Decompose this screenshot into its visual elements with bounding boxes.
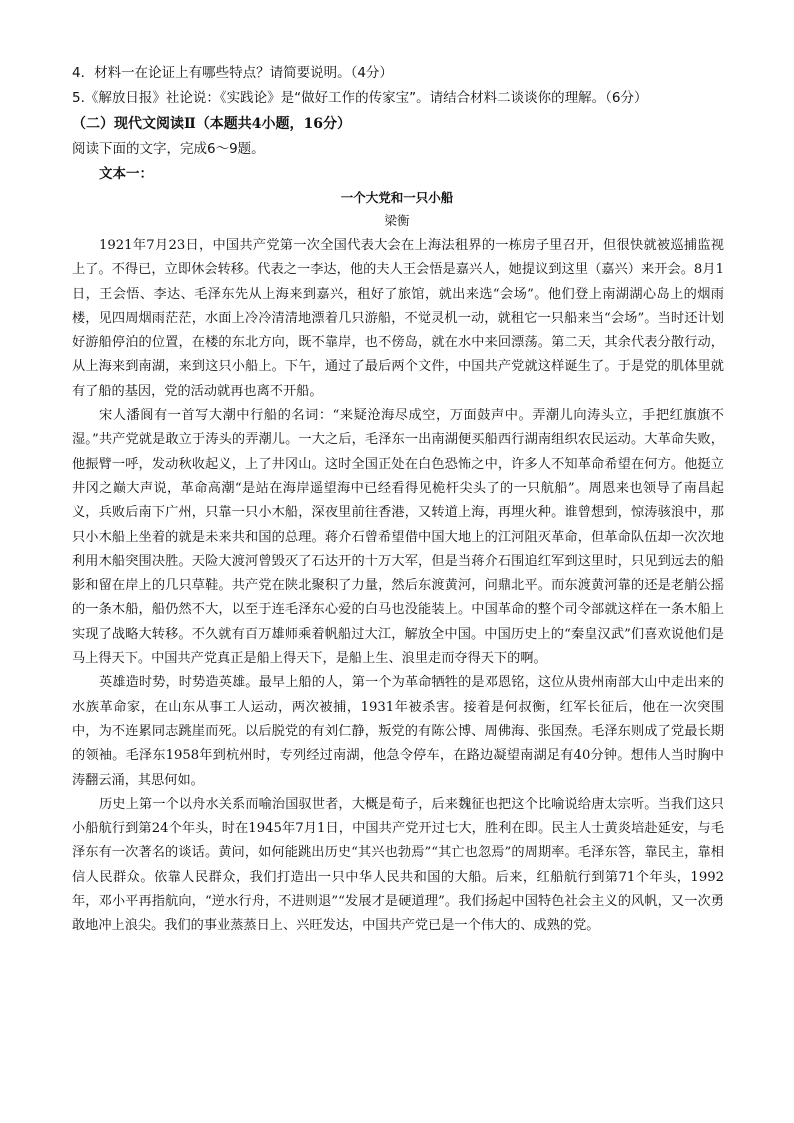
question-5: 5.《解放日报》社论说：《实践论》是“做好工作的传家宝”。请结合材料二谈谈你的理解。（6分） [72,90,648,106]
article-paragraph: 宋人潘阆有一首写大潮中行船的名词：“来疑沧海尽成空，万面鼓声中。弄潮儿向涛头立，手把红旗旗不湿。”共产党就是敢立于涛头的弄潮儿。一大之后，毛泽东一出南湖便买船西行湖南组织农民运动。大革命失败，他振臂一呼，发动秋收起义，上了井冈山。这时全国正处在白色恐怖之中，许多人不知革命希望在何方。他挺立井冈之巅大声说，革命高潮“是站在海岸遥望海中已经看得见桅杆尖头了的一只航船”。周恩来也领导了南昌起义，兵败后南下广州，只靠一只小木船，深夜里前往香港，又转道上海，再埋火种。谁曾想到，惊涛骇浪中，那只小木船上坐着的就是未来共和国的总理。蒋介石曾希望借中国大地上的江河阻灭革命，但革命队伍却一次次地利用木船突围决胜。天险大渡河曾毁灭了石达开的十万大军，但是当蒋介石围追红军到这里时，只见到远去的船影和留在岸上的几只草鞋。共产党在陕北聚积了力量，然后东渡黄河，问鼎北平。而东渡黄河靠的还是老艄公摇的一条木船，船仍然不大，以至于连毛泽东心爱的白马也没能装上。中国革命的整个司令部就这样在一条木船上实现了战略大转移。不久就有百万雄师乘着帆船过大江，解放全中国。中国历史上的“秦皇汉武”们喜欢说他们是马上得天下。中国共产党真正是船上得天下，是船上生、浪里走而夺得天下的啊。 [72,408,724,667]
text-label: 文本一： [99,166,153,182]
article-author: 梁衡 [384,213,410,228]
section-heading: （二）现代文阅读Ⅱ（本题共4小题，16分） [72,116,352,132]
question-4: 4．材料一在论证上有哪些特点？请简要说明。（4分） [72,65,393,81]
article-paragraph: 历史上第一个以舟水关系而喻治国驭世者，大概是荀子，后来魏征也把这个比喻说给唐太宗听。当我们这只小船航行到第24个年头，时在1945年7月1日，中国共产党开过七大，胜利在即。民主人士黄炎培赴延安，与毛泽东有一次著名的谈话。黄问，如何能跳出历史“其兴也勃焉”“其亡也忽焉”的周期率。毛泽东答，靠民主，靠相信人民群众。依靠人民群众，我们打造出一只中华人民共和国的大船。后来，红船航行到第71个年头，1992年，邓小平再指航向，“逆水行舟，不进则退”“发展才是硬道理”。我们扬起中国特色社会主义的风帆，又一次勇敢地冲上浪尖。我们的事业蒸蒸日上、兴旺发达，中国共产党已是一个伟大的、成熟的党。 [72,796,724,934]
article-body [72,234,724,939]
article-paragraph: 1921年7月23日，中国共产党第一次全国代表大会在上海法租界的一栋房子里召开，但很快就被巡捕监视上了。不得已，立即休会转移。代表之一李达，他的夫人王会悟是嘉兴人，她提议到这里（嘉兴）来开会。8月1日，王会悟、李达、毛泽东先从上海来到嘉兴，租好了旅馆，就出来选“会场”。他们登上南湖湖心岛上的烟雨楼，见四周烟雨茫茫，水面上冷冷清清地漂着几只游船，不觉灵机一动，就租它一只船来当“会场”。当时还计划好游船停泊的位置，在楼的东北方向，既不靠岸，也不傍岛，就在水中来回漂荡。第二天，其余代表分散行动，从上海来到南湖，来到这只小船上。下午，通过了最后两个文件，中国共产党就这样诞生了。于是党的肌体里就有了船的基因，党的活动就再也离不开船。 [72,238,724,399]
reading-instruction: 阅读下面的文字，完成6～9题。 [72,141,265,157]
article-title: 一个大党和一只小船 [340,190,454,205]
article-paragraph: 英雄造时势，时势造英雄。最早上船的人，第一个为革命牺牲的是邓恩铭，这位从贵州南部大山中走出来的水族革命家，在山东从事工人运动，两次被捕，1931年被杀害。接着是何叔衡，红军长征后，他在一次突围中，为不连累同志跳崖而死。以后脱党的有刘仁静，叛党的有陈公博、周佛海、张国焘。毛泽东则成了党最长期的领袖。毛泽东1958年到杭州时，专列经过南湖，他急令停车，在路边凝望南湖足有40分钟。想伟人当时胸中涛翻云涌，其思何如。 [72,675,724,788]
